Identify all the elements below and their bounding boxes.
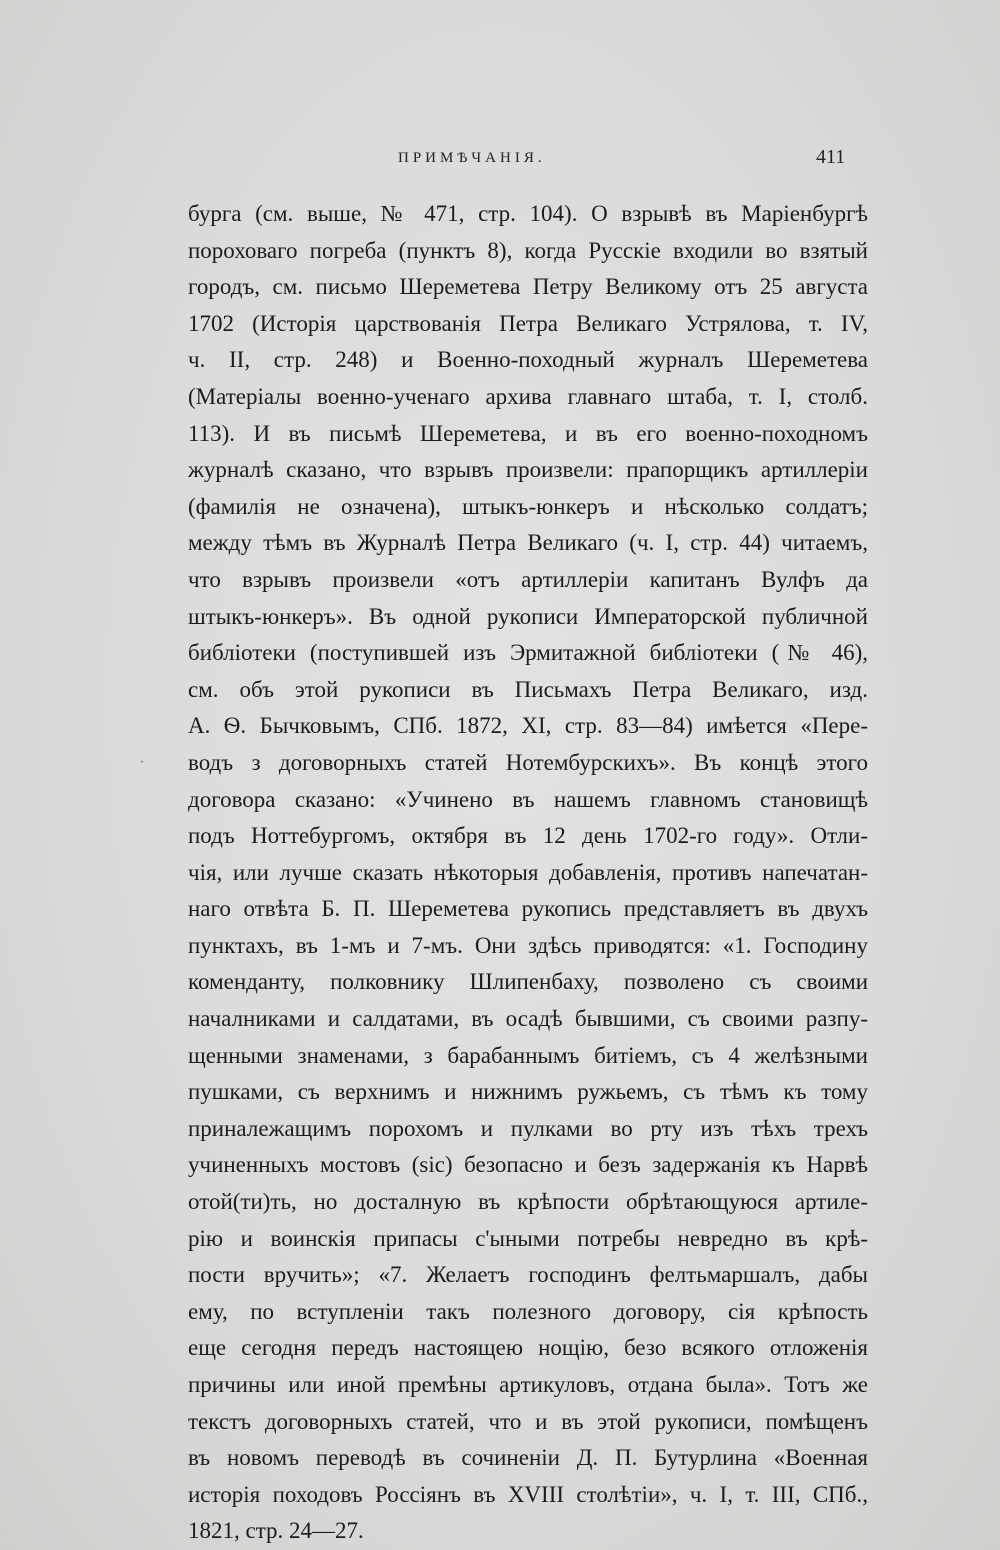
text-line: подъ Ноттебургомъ, октября въ 12 день 1702-го году». Отли-	[188, 823, 868, 849]
text-line: текстъ договорныхъ статей, что и въ этой рукописи, помѣщенъ	[188, 1408, 868, 1434]
text-line: наго отвѣта Б. П. Шереметева рукопись представляетъ въ двухъ	[188, 896, 868, 922]
text-line: 1702 (Исторія царствованія Петра Великаго Устрялова, т. IV,	[188, 310, 868, 336]
text-line: щенными знаменами, з барабаннымъ битіемъ, съ 4 желѣзными	[188, 1042, 868, 1068]
text-line: штыкъ-юнкеръ». Въ одной рукописи Императорской публичной	[188, 603, 868, 629]
text-line: въ новомъ переводѣ въ сочиненіи Д. П. Бутурлина «Военная	[188, 1445, 868, 1471]
text-line: исторія походовъ Россіянъ въ XVIII столѣтіи», ч. I, т. III, СПб.,	[188, 1481, 868, 1507]
text-line: коменданту, полковнику Шлипенбаху, позволено съ своими	[188, 969, 868, 995]
text-line: причины или иной премѣны артикуловъ, отдана была». Тотъ же	[188, 1372, 868, 1397]
running-title: ПРИМѢЧАНІЯ.	[398, 150, 546, 166]
text-line: см. объ этой рукописи въ Письмахъ Петра Великаго, изд.	[188, 676, 868, 702]
text-line: между тѣмъ въ Журналѣ Петра Великаго (ч. I, стр. 44) читаемъ,	[188, 530, 868, 556]
text-line: бурга (см. выше, № 471, стр. 104). О взрывѣ въ Маріенбургѣ	[188, 201, 868, 226]
page-number: 411	[816, 146, 846, 168]
text-line: А. Ѳ. Бычковымъ, СПб. 1872, XI, стр. 83—84) имѣется «Пере-	[188, 713, 868, 739]
text-line: что взрывъ произвели «отъ артиллеріи капитанъ Вулфъ да	[188, 566, 868, 592]
text-line: (фамилія не означена), штыкъ-юнкеръ и нѣсколько солдатъ;	[188, 493, 868, 519]
text-line: отой(ти)ть, но досталную въ крѣпости обрѣтающуюся артиле-	[188, 1189, 868, 1215]
text-line-last: 1821, стр. 24—27.	[188, 1518, 364, 1544]
text-line: городъ, см. письмо Шереметева Петру Великому отъ 25 августа	[188, 274, 868, 300]
text-line: 113). И въ письмѣ Шереметева, и въ его военно-походномъ	[188, 420, 868, 446]
text-line: водъ з договорныхъ статей Нотембурскихъ». Въ концѣ этого	[188, 749, 868, 775]
text-line: чія, или лучше сказать нѣкоторыя добавленія, противъ напечатан-	[188, 859, 868, 885]
text-line: приналежащимъ порохомъ и пулками во рту изъ тѣхъ трехъ	[188, 1115, 868, 1141]
text-line: (Матеріалы военно-ученаго архива главнаго штаба, т. I, столб.	[188, 383, 868, 409]
text-line: ему, по вступленіи такъ полезного договору, сія крѣпость	[188, 1298, 868, 1324]
text-line: учиненныхъ мостовъ (sic) безопасно и безъ задержанія къ Нарвѣ	[188, 1152, 868, 1178]
notes-text	[188, 196, 868, 1550]
margin-mark: ·	[140, 755, 144, 769]
text-line: журналѣ сказано, что взрывъ произвели: прапорщикъ артиллеріи	[188, 457, 868, 483]
text-line: ч. II, стр. 248) и Военно-походный журналъ Шереметева	[188, 347, 868, 373]
text-line: рію и воинскія припасы с'ыными потребы невредно въ крѣ-	[188, 1225, 868, 1251]
text-line: договора сказано: «Учинено въ нашемъ главномъ становищѣ	[188, 786, 868, 812]
text-line: пунктахъ, въ 1-мъ и 7-мъ. Они здѣсь приводятся: «1. Господину	[188, 932, 868, 958]
text-line: библіотеки (поступившей изъ Эрмитажной библіотеки (№ 46),	[188, 640, 868, 666]
text-line: пости вручить»; «7. Желаетъ господинъ фелтьмаршалъ, дабы	[188, 1262, 868, 1288]
text-line: пушками, съ верхнимъ и нижнимъ ружьемъ, съ тѣмъ къ тому	[188, 1079, 868, 1105]
text-line: еще сегодня передъ настоящею нощію, безо всякого отложенія	[188, 1335, 868, 1361]
text-line: пороховаго погреба (пунктъ 8), когда Русскіе входили во взятый	[188, 237, 868, 263]
text-line: началниками и салдатами, въ осадѣ бывшими, съ своими разпу-	[188, 1006, 868, 1032]
